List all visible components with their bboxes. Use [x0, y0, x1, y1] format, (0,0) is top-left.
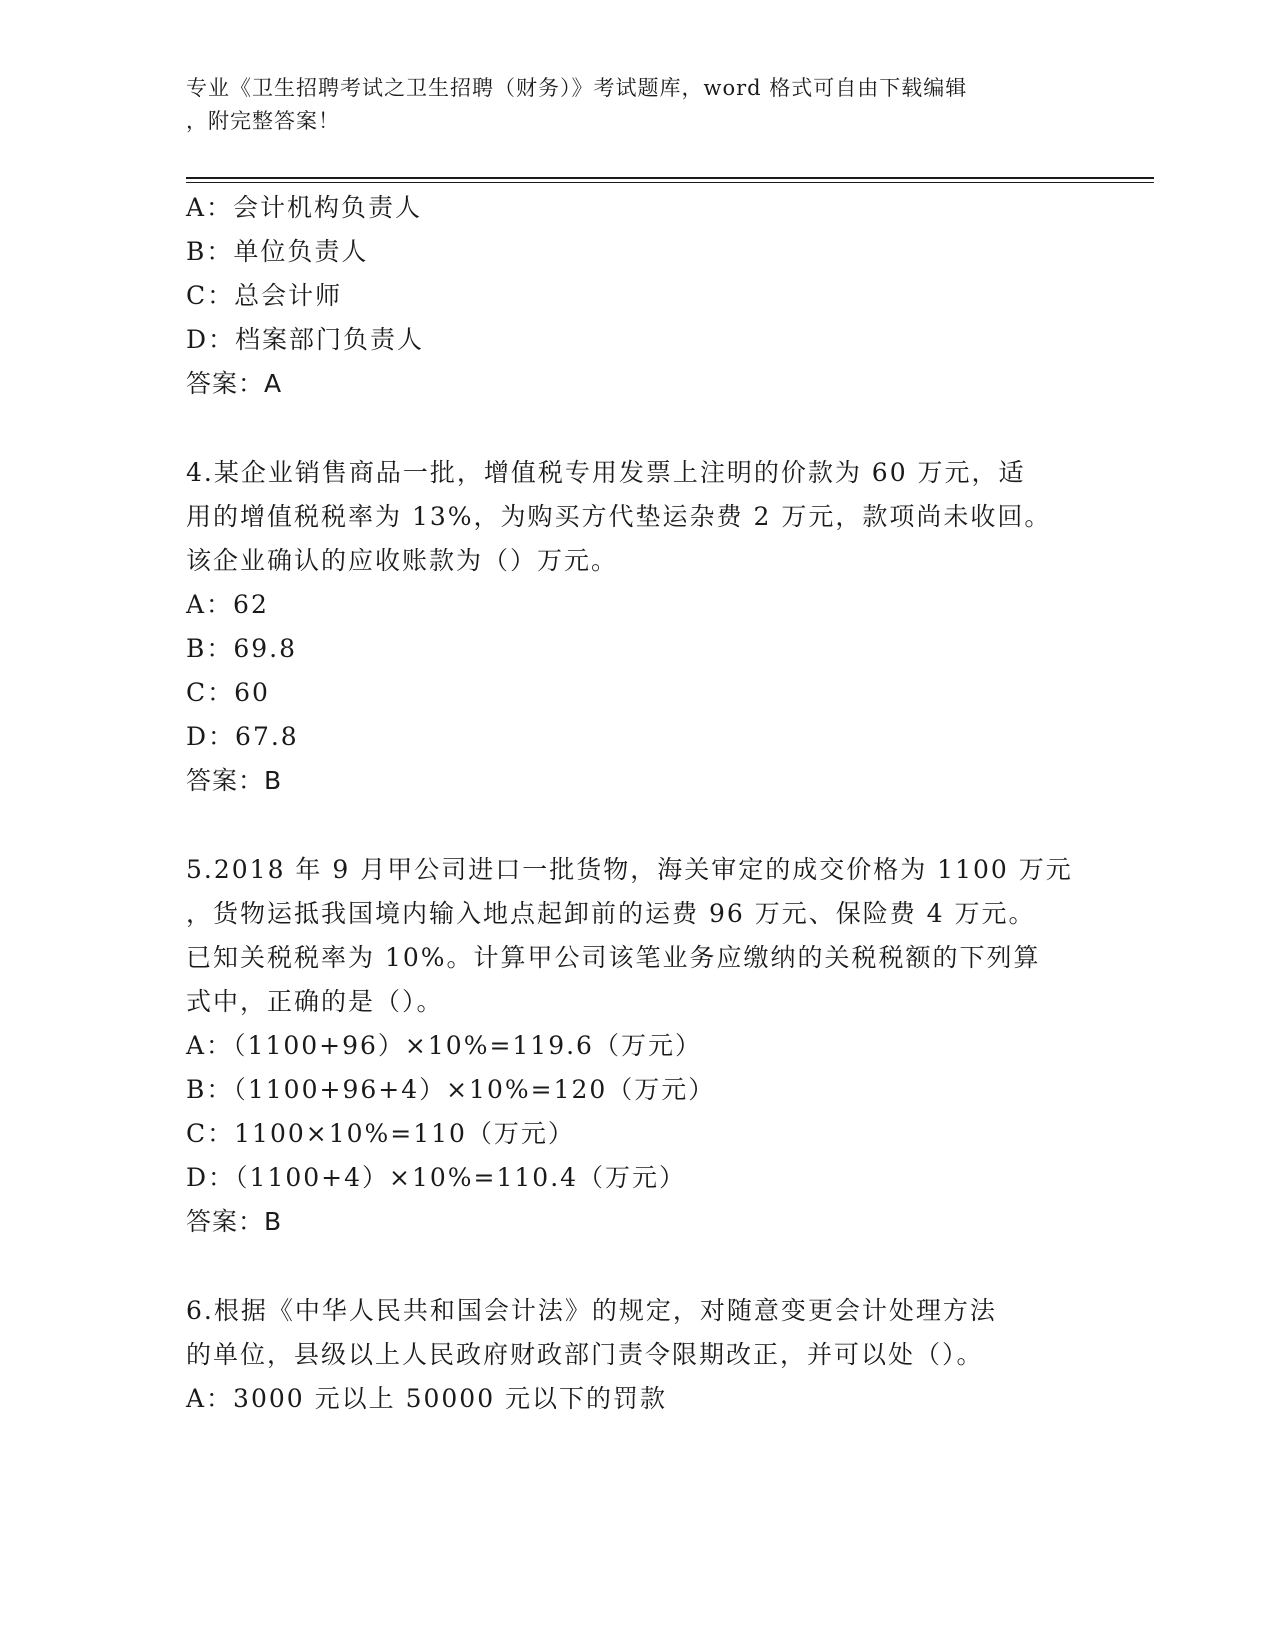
q5-answer: 答案：B [186, 1207, 283, 1236]
header-divider-thick [186, 177, 1154, 179]
q4-answer: 答案：B [186, 766, 283, 795]
header-divider-thin [186, 182, 1154, 183]
q4-option-b: B：69.8 [186, 634, 298, 663]
q4-stem-line-2: 用的增值税税率为 13%，为购买方代垫运杂费 2 万元，款项尚未收回。 [186, 502, 1052, 531]
q3-option-c: C：总会计师 [186, 281, 343, 310]
q3-option-d: D：档案部门负责人 [186, 325, 425, 354]
q4-stem-line-1: 4.某企业销售商品一批，增值税专用发票上注明的价款为 60 万元，适 [186, 458, 1026, 487]
q3-answer: 答案：A [186, 369, 283, 398]
document-header [186, 72, 1086, 138]
q6-stem-line-1: 6.根据《中华人民共和国会计法》的规定，对随意变更会计处理方法 [186, 1296, 997, 1325]
q4-stem-line-3: 该企业确认的应收账款为（）万元。 [186, 546, 619, 575]
q5-stem-line-2: ，货物运抵我国境内输入地点起卸前的运费 96 万元、保险费 4 万元。 [186, 899, 1036, 928]
q4-option-c: C：60 [186, 678, 270, 707]
q4-option-a: A：62 [186, 590, 269, 619]
header-line-2: ，附完整答案！ [186, 109, 340, 133]
q3-option-a: A：会计机构负责人 [186, 193, 423, 222]
q6-option-a: A：3000 元以上 50000 元以下的罚款 [186, 1384, 668, 1413]
q3-option-b: B：单位负责人 [186, 237, 369, 266]
q5-option-c: C：1100×10%=110（万元） [186, 1119, 575, 1148]
q5-stem-line-3: 已知关税税率为 10%。计算甲公司该笔业务应缴纳的关税税额的下列算 [186, 943, 1041, 972]
q5-option-d: D：（1100+4）×10%=110.4（万元） [186, 1163, 687, 1192]
q6-stem-line-2: 的单位，县级以上人民政府财政部门责令限期改正，并可以处（）。 [186, 1340, 984, 1369]
q5-stem-line-1: 5.2018 年 9 月甲公司进口一批货物，海关审定的成交价格为 1100 万元 [186, 855, 1073, 884]
header-line-1: 专业《卫生招聘考试之卫生招聘（财务）》考试题库，word 格式可自由下载编辑 [186, 76, 968, 100]
q5-option-a: A：（1100+96）×10%=119.6（万元） [186, 1031, 702, 1060]
q4-option-d: D：67.8 [186, 722, 299, 751]
q5-option-b: B：（1100+96+4）×10%=120（万元） [186, 1075, 716, 1104]
q5-stem-line-4: 式中，正确的是（）。 [186, 987, 444, 1016]
